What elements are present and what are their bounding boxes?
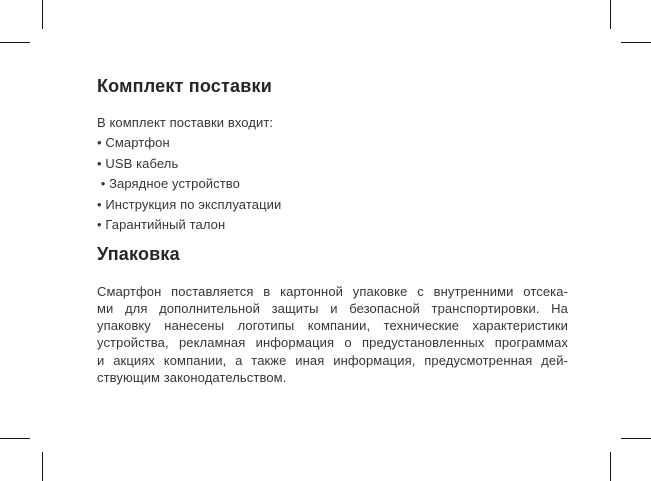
crop-mark-right-top-horizontal	[621, 42, 651, 43]
list-item-warranty-card: • Гарантийный талон	[97, 217, 226, 232]
crop-mark-right-bottom-horizontal	[621, 438, 651, 439]
paragraph-line: устройства, рекламная информация о предустановленных программах	[97, 335, 568, 351]
list-item-usb-cable: • USB кабель	[97, 155, 179, 171]
list-item-smartphone: • Смартфон	[97, 135, 170, 150]
crop-mark-left-bottom-horizontal	[0, 438, 30, 439]
paragraph-line: и акциях компании, а также иная информация, предусмотренная дей-	[97, 352, 568, 368]
section-heading-kit: Комплект поставки	[97, 76, 272, 96]
crop-mark-bottom-right-vertical	[610, 452, 611, 481]
list-item-manual: • Инструкция по эксплуатации	[97, 196, 282, 212]
list-item-charger: • Зарядное устройство	[97, 176, 240, 191]
page-content	[97, 75, 568, 386]
crop-mark-bottom-left-vertical	[42, 452, 43, 481]
packaging-paragraph	[97, 283, 568, 387]
paragraph-line: ствующим законодательством.	[97, 369, 287, 385]
paragraph-line: упаковку нанесены логотипы компании, технические характеристики	[97, 318, 568, 334]
kit-items-list	[97, 133, 568, 236]
paragraph-line: ми для дополнительной защиты и безопасной транспортировки. На	[97, 300, 568, 316]
paragraph-line: Смартфон поставляется в картонной упаковке с внутренними отсека-	[97, 283, 568, 299]
crop-mark-top-right-vertical	[610, 0, 611, 29]
section-heading-packaging: Упаковка	[97, 243, 180, 264]
crop-mark-left-top-horizontal	[0, 42, 30, 43]
kit-intro-text: В комплект поставки входит:	[97, 115, 274, 130]
crop-mark-top-left-vertical	[42, 0, 43, 29]
